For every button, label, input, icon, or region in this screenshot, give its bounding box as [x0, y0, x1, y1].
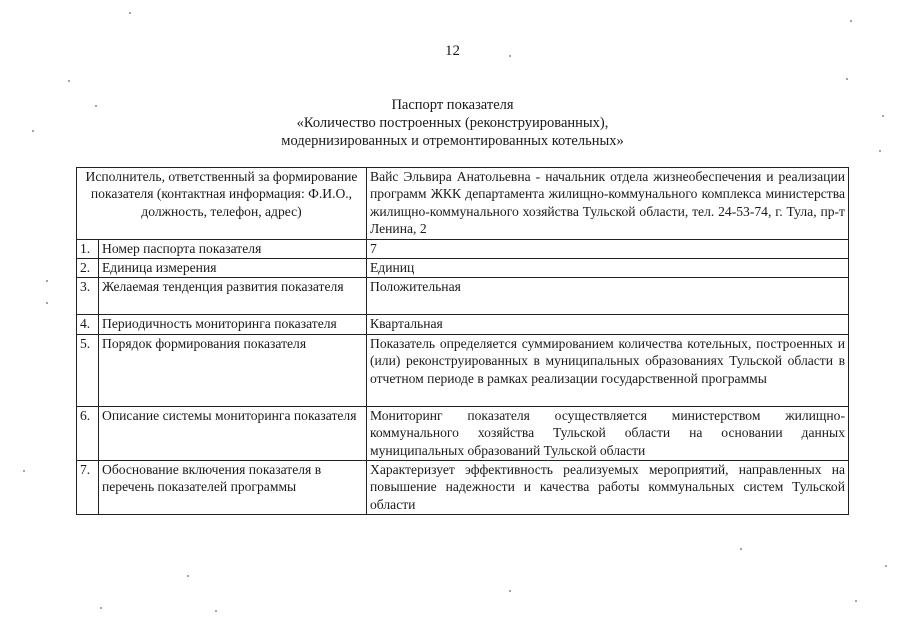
scan-speck	[509, 55, 511, 57]
row-label: Единица измерения	[99, 259, 367, 278]
row-label: Обоснование включения показателя в перечень показателей программы	[99, 461, 367, 515]
responsible-label: Исполнитель, ответственный за формирование показателя (контактная информация: Ф.И.О., должность, телефон, адрес)	[77, 168, 367, 240]
indicator-passport-table	[76, 167, 849, 515]
title-line-1: Паспорт показателя	[391, 97, 514, 113]
table-row	[77, 278, 849, 315]
row-value: Характеризует эффективность реализуемых мероприятий, направленных на повышение надежности и качества работы коммунальных систем Тульской области	[367, 461, 849, 515]
title-line-2: «Количество построенных (реконструированных),	[296, 115, 609, 131]
table-row	[77, 334, 849, 406]
scan-speck	[100, 607, 102, 609]
document-title	[0, 96, 905, 150]
row-number: 2.	[77, 259, 99, 278]
scan-speck	[68, 80, 70, 82]
table-row	[77, 406, 849, 460]
scan-speck	[740, 548, 742, 550]
row-value: Показатель определяется суммированием количества котельных, построенных и (или) реконструированных в муниципальных образованиях Тульской области в отчетном периоде в рамках реализации государственной программы	[367, 334, 849, 406]
scan-speck	[46, 302, 48, 304]
scan-speck	[23, 470, 25, 472]
row-value: Квартальная	[367, 315, 849, 334]
row-label: Порядок формирования показателя	[99, 334, 367, 406]
row-number: 4.	[77, 315, 99, 334]
scan-speck	[855, 600, 857, 602]
row-label: Номер паспорта показателя	[99, 239, 367, 258]
scan-speck	[850, 20, 852, 22]
responsible-value: Вайс Эльвира Анатольевна - начальник отдела жизнеобеспечения и реализации программ ЖКК департамента жилищно-коммунального комплекса министерства жилищно-коммунального хозяйства Тульской области, тел. 24-53-74, г. Тула, пр-т Ленина, 2	[367, 168, 849, 240]
row-value: 7	[367, 239, 849, 258]
scan-speck	[879, 150, 881, 152]
table-row	[77, 259, 849, 278]
row-number: 5.	[77, 334, 99, 406]
scan-speck	[187, 575, 189, 577]
scan-speck	[882, 115, 884, 117]
scan-speck	[885, 565, 887, 567]
row-value: Единиц	[367, 259, 849, 278]
row-label: Периодичность мониторинга показателя	[99, 315, 367, 334]
scan-speck	[129, 12, 131, 14]
scan-speck	[32, 130, 34, 132]
scan-speck	[509, 590, 511, 592]
scan-speck	[215, 610, 217, 612]
page-number: 12	[445, 43, 460, 59]
row-label: Желаемая тенденция развития показателя	[99, 278, 367, 315]
row-value: Мониторинг показателя осуществляется министерством жилищно-коммунального хозяйства Тульской области на основании данных муниципальных образований Тульской области	[367, 406, 849, 460]
table-row	[77, 315, 849, 334]
scan-speck	[846, 78, 848, 80]
row-number: 7.	[77, 461, 99, 515]
row-label: Описание системы мониторинга показателя	[99, 406, 367, 460]
table-row-responsible	[77, 168, 849, 240]
title-line-3: модернизированных и отремонтированных котельных»	[281, 133, 624, 149]
row-number: 3.	[77, 278, 99, 315]
row-value: Положительная	[367, 278, 849, 315]
table-row	[77, 461, 849, 515]
row-number: 1.	[77, 239, 99, 258]
table-row	[77, 239, 849, 258]
row-number: 6.	[77, 406, 99, 460]
scan-speck	[46, 280, 48, 282]
scan-speck	[95, 105, 97, 107]
